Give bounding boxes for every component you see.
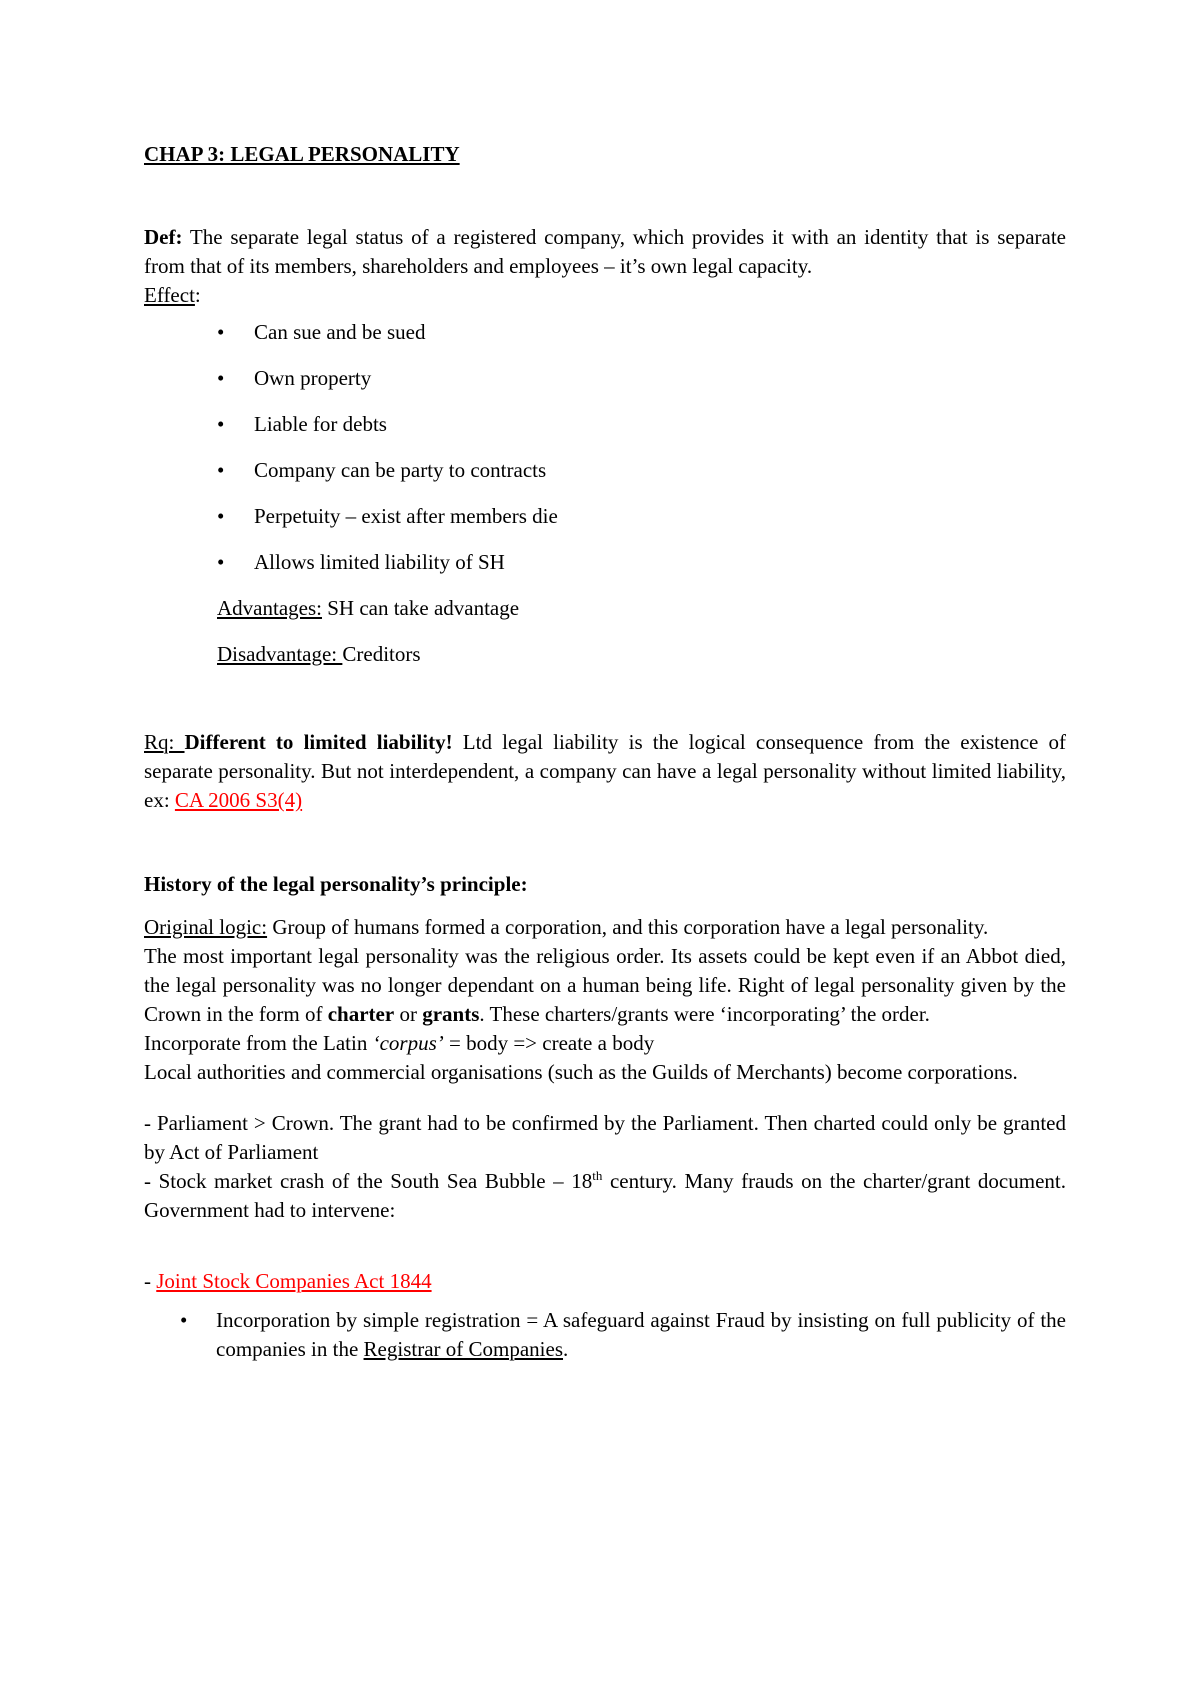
list-item [144, 456, 1066, 502]
definition-paragraph [144, 223, 1066, 310]
registration-period: . [563, 1337, 569, 1361]
list-item [144, 548, 1066, 594]
definition-label: Def: [144, 225, 183, 249]
remark-label: Rq: [144, 730, 185, 754]
list-item [144, 410, 1066, 456]
history-heading: History of the legal personality’s principle: [144, 872, 528, 896]
list-item [144, 364, 1066, 410]
disadvantage-line [144, 640, 1066, 686]
bullet-icon: • [217, 458, 225, 482]
local-authorities-paragraph: Local authorities and commercial organisations (such as the Guilds of Merchants) become corporations. [144, 1060, 1018, 1084]
list-item-text: Allows limited liability of SH [254, 550, 505, 574]
effect-colon: : [194, 283, 201, 307]
body-text: = body => create a body [443, 1031, 655, 1055]
south-sea-paragraph [144, 1167, 1066, 1225]
original-logic-text: Group of humans formed a corporation, and this corporation have a legal personality. [267, 915, 989, 939]
list-item [144, 1306, 1066, 1364]
charter-term: charter [327, 1002, 395, 1026]
list-item-text: Own property [254, 366, 372, 390]
advantages-line [144, 594, 1066, 640]
ordinal-superscript: th [592, 1168, 603, 1183]
list-item-text: Liable for debts [254, 412, 387, 436]
act-line [144, 1267, 1066, 1296]
advantages-label: Advantages: [217, 596, 322, 620]
corpus-term: ‘corpus’ [372, 1031, 444, 1055]
religious-order-text: The most important legal personality was the religious order. Its assets could be kept even if an Abbot died, the legal personality was no longer dependant on a human being life. Right of legal personality given by the Crown in the form of [144, 944, 1066, 1026]
incorporating-text: . These charters/grants were ‘incorporating’ the order. [479, 1002, 930, 1026]
disadvantage-label: Disadvantage: [217, 642, 343, 666]
list-item-text: Can sue and be sued [254, 320, 426, 344]
bullet-icon: • [217, 550, 225, 574]
effects-list [144, 318, 1066, 594]
list-item [144, 502, 1066, 548]
remark-text: Ltd legal liability is the logical consequence from the existence of separate personality. But not interdependent, a company can have a legal personality without limited liability, ex: [144, 730, 1067, 812]
list-item-text: Perpetuity – exist after members die [254, 504, 558, 528]
bullet-icon: • [217, 504, 225, 528]
remark-bold: Different to limited liability! [184, 730, 453, 754]
parliament-paragraph: - Parliament > Crown. The grant had to be confirmed by the Parliament. Then charted could only be granted by Act of Parliament [144, 1111, 1066, 1164]
grants-term: grants [422, 1002, 480, 1026]
bullet-icon: • [217, 366, 225, 390]
religious-order-paragraph [144, 942, 1066, 1029]
south-sea-text: - Stock market crash of the South Sea Bubble – 18 [144, 1169, 593, 1193]
registrar-link: Registrar of Companies [363, 1337, 564, 1361]
bullet-icon: • [180, 1308, 188, 1332]
ca-2006-link[interactable]: CA 2006 S3(4) [174, 788, 303, 812]
bullet-icon: • [217, 412, 225, 436]
bullet-icon: • [217, 320, 225, 344]
registration-text: Incorporation by simple registration = A safeguard against Fraud by insisting on full publicity of the companies in the [216, 1308, 1066, 1361]
or-text: or [394, 1002, 423, 1026]
list-item [144, 318, 1066, 364]
act-dash: - [144, 1269, 157, 1293]
document-body [144, 140, 1066, 1364]
definition-text: The separate legal status of a registered company, which provides it with an identity that is separate from that of its members, shareholders and employees – it’s own legal capacity. [144, 225, 1066, 278]
disadvantage-text: Creditors [342, 642, 421, 666]
remark-paragraph [144, 728, 1066, 815]
latin-text: Incorporate from the Latin [144, 1031, 373, 1055]
joint-stock-act-link[interactable]: Joint Stock Companies Act 1844 [156, 1269, 432, 1293]
list-item-text: Company can be party to contracts [254, 458, 547, 482]
advantages-text: SH can take advantage [321, 596, 520, 620]
original-logic-label: Original logic: [144, 915, 268, 939]
latin-paragraph [144, 1029, 1066, 1058]
frauds-text: century. Many frauds on the charter/grant document. Government had to intervene: [144, 1169, 1066, 1222]
page-title: CHAP 3: LEGAL PERSONALITY [144, 142, 460, 166]
effect-label: Effect [144, 283, 195, 307]
original-logic-paragraph [144, 913, 1066, 942]
